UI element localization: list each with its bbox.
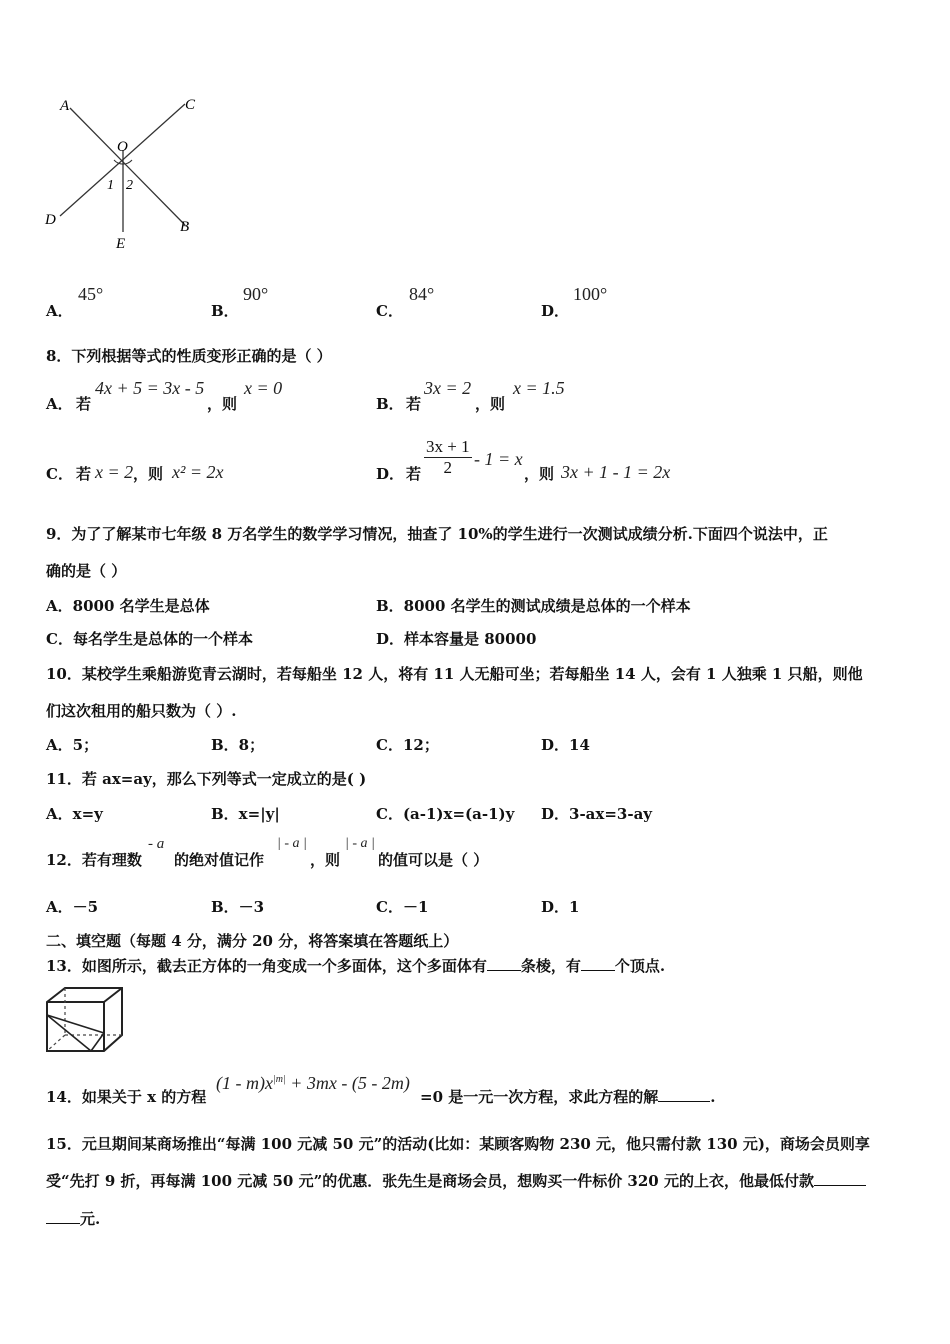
label-angle-1: 1 [107,178,114,193]
q8-option-b-eq2: x = 1.5 [513,378,565,398]
q12-option-c: C．－1 [376,898,429,916]
truncated-cube-figure [44,985,126,1055]
q11-option-b: B．x=|y| [211,805,280,823]
fraction-numerator: 3x + 1 [426,437,470,456]
q12-option-d: D．1 [541,898,580,916]
q8-option-d-fraction [424,437,472,478]
q15-line3 [46,1208,100,1229]
q8-option-a-eq2: x = 0 [244,378,283,398]
q13-stem [46,955,665,976]
q9-stem-line1: 9．为了了解某市七年级 8 万名学生的数学学习情况，抽查了 10%的学生进行一次测试成绩分析.下面四个说法中，正 [46,525,828,543]
q8-option-b-mid: ，则 [475,395,506,413]
q11-option-d: D．3-ax=3-ay [541,805,652,823]
q8-option-a-letter: A． [46,395,73,413]
q12-option-b: B．－3 [211,898,265,916]
q8-option-a-pre: 若 [76,395,92,413]
line-ab [70,108,185,225]
q8-option-d-eq2: 3x + 1 - 1 = 2x [561,462,671,482]
q11-option-a: A．x=y [46,805,103,823]
q14-eq-part1: (1 - m)x [216,1073,273,1093]
q15-answer-blank[interactable] [814,1171,866,1186]
q7-option-b [211,300,239,321]
q9-option-d: D．样本容量是 80000 [376,630,537,648]
q15-line3-text: 元. [80,1210,101,1228]
q14-part1: 14．如果关于 x 的方程 [46,1088,207,1106]
q8-option-b-eq1: 3x = 2 [424,378,472,398]
cube-hidden-edge-depth [47,1035,65,1051]
q8-option-c-pre: 若 [76,465,92,483]
q7-option-b-value: 90° [243,284,269,304]
q11-stem: 11．若 ax=ay，那么下列等式一定成立的是( ) [46,770,367,788]
q14-answer-blank[interactable] [658,1087,710,1102]
q8-stem: 8．下列根据等式的性质变形正确的是（ ） [46,347,332,365]
q12-stem-part3: ，则 [310,851,341,869]
q7-option-c [376,300,403,321]
q8-option-c-eq1: x = 2 [95,462,134,482]
fraction [424,437,472,478]
label-d: D [45,212,56,228]
q9-option-a: A．8000 名学生是总体 [46,597,210,615]
label-o: O [117,139,128,155]
q8-option-d-rest: - 1 = x [474,449,523,469]
q8-option-c-mid: ，则 [133,465,164,483]
q13-part1: 13．如图所示，截去正方体的一角变成一个多面体，这个多面体有 [46,957,487,975]
q10-stem-line1: 10．某校学生乘船游览青云湖时，若每船坐 12 人，将有 11 人无船可坐；若每船坐 14 人，会有 1 人独乘 1 只船，则他 [46,665,863,683]
option-letter: A． [46,302,73,320]
q7-option-a [46,300,73,321]
q10-stem-line2: 们这次租用的船只数为（ ）. [46,702,237,720]
cube-edge-top-right [104,988,122,1002]
q14-eq-part2: + 3mx - (5 - 2m) [285,1073,410,1093]
q14-part3: . [710,1088,716,1106]
q7-option-a-value: 45° [78,284,104,304]
section-heading: 二、填空题（每题 4 分，满分 20 分，将答案填在答题纸上） [46,932,459,950]
label-b: B [180,219,190,235]
q12-math-abs-1: | - a | [277,836,307,851]
q8-option-a-mid: ，则 [207,395,238,413]
option-letter: C． [376,302,403,320]
q8-option-b-letter: B． [376,395,404,413]
q8-option-c-letter: C． [46,465,73,483]
q13-part2: 条棱，有 [520,957,581,975]
q12-option-a: A．－5 [46,898,99,916]
q14-equation [216,1073,410,1094]
q8-option-b-pre: 若 [406,395,422,413]
q15-line1: 15．元旦期间某商场推出“每满 100 元减 50 元”的活动(比如：某顾客购物 230 元，他只需付款 130 元)，商场会员则享 [46,1135,870,1153]
fraction-denominator: 2 [443,458,453,477]
q9-option-b: B．8000 名学生的测试成绩是总体的一个样本 [376,597,691,615]
cut-edge-3 [47,1015,104,1033]
q7-option-c-value: 84° [409,284,435,304]
q13-part3: 个顶点. [614,957,666,975]
label-a: A [60,98,70,114]
q13-edges-blank[interactable] [487,956,521,971]
q9-stem-line2: 确的是（ ） [46,562,127,580]
q12-math-abs-2: | - a | [345,836,375,851]
q8-option-d-pre: 若 [406,465,422,483]
q15-line2 [46,1170,866,1191]
label-angle-2: 2 [126,178,133,193]
q13-vertices-blank[interactable] [581,956,615,971]
q15-line2-text: 受“先打 9 折，再每满 100 元减 50 元”的优惠．张先生是商场会员，想购买一件标价 320 元的上衣，他最低付款 [46,1172,814,1190]
q10-option-d: D．14 [541,736,590,754]
q12-stem-part1: 12．若有理数 [46,851,142,869]
q8-option-c-eq2: x² = 2x [172,462,224,482]
label-e: E [116,236,126,252]
option-letter: D． [541,302,570,320]
cut-edge-2 [91,1033,104,1051]
q14-tail [420,1086,715,1107]
q11-option-c: C．(a-1)x=(a-1)y [376,805,515,823]
q15-answer-blank-cont[interactable] [46,1209,80,1224]
cut-edge-1 [47,1015,91,1051]
q10-option-c: C．12； [376,736,439,754]
q8-option-d-mid: ，则 [524,465,555,483]
option-letter: B． [211,302,239,320]
q8-option-a-eq1: 4x + 5 = 3x - 5 [95,378,205,398]
q12-stem-part4: 的值可以是（ ） [378,851,489,869]
angle-figure [40,90,215,260]
q9-option-c: C．每名学生是总体的一个样本 [46,630,253,648]
q10-option-a: A．5； [46,736,99,754]
q14-exponent: |m| [272,1074,286,1085]
q14-part2: =0 是一元一次方程，求此方程的解 [420,1088,659,1106]
label-c: C [185,97,196,113]
q12-math-neg-a: - a [148,836,165,852]
q8-option-d-letter: D． [376,465,405,483]
q12-stem-part2: 的绝对值记作 [174,851,265,869]
q10-option-b: B．8； [211,736,265,754]
q7-option-d [541,300,569,321]
q7-option-d-value: 100° [573,284,608,304]
